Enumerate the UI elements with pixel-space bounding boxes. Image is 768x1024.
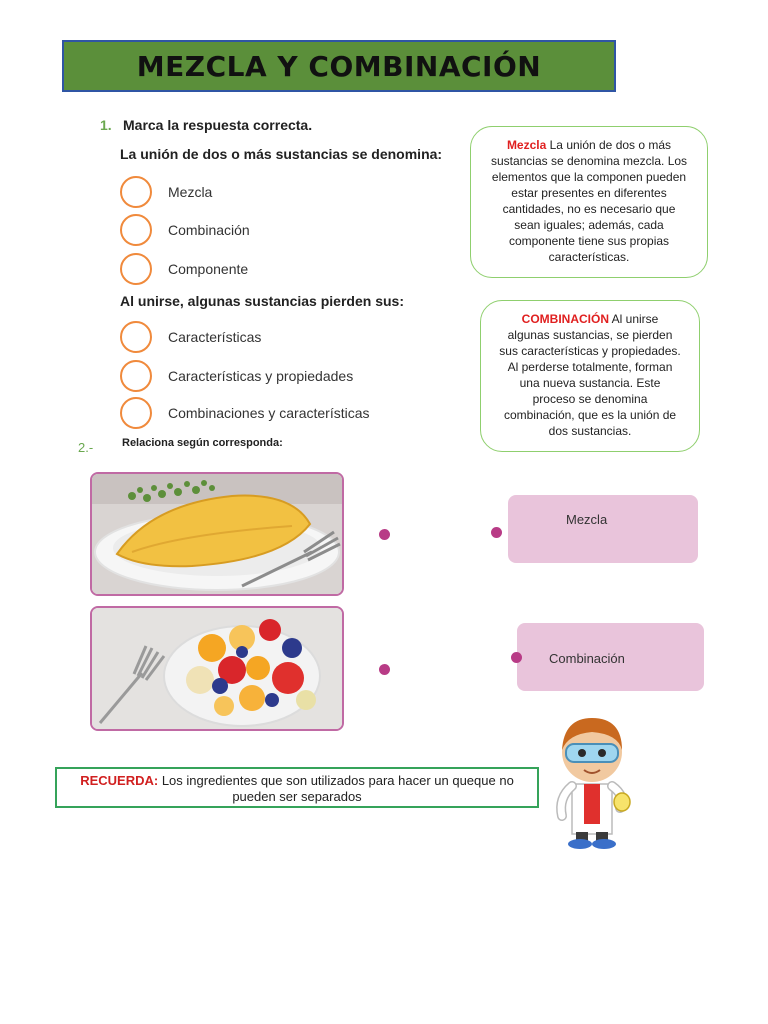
match-dot-mezcla[interactable] <box>491 527 502 538</box>
reminder-keyword: RECUERDA: <box>80 773 159 788</box>
answer-box-mezcla[interactable] <box>508 495 698 563</box>
info-keyword: COMBINACIÓN <box>521 312 609 326</box>
page-title: MEZCLA Y COMBINACIÓN <box>62 40 616 92</box>
omelette-image <box>90 472 344 596</box>
radio-circle[interactable] <box>120 176 152 208</box>
info-box-mezcla <box>470 126 708 278</box>
match-dot-combinacion[interactable] <box>511 652 522 663</box>
fruit-salad-image <box>90 606 344 731</box>
option-caracteristicas-propiedades[interactable] <box>120 359 353 393</box>
question-2-instruction: Relaciona según corresponda: <box>122 437 283 449</box>
scientist-icon <box>540 712 644 852</box>
radio-circle[interactable] <box>120 214 152 246</box>
option-combinaciones-caracteristicas[interactable] <box>120 396 370 430</box>
option-label: Combinación <box>168 222 250 238</box>
option-caracteristicas[interactable] <box>120 320 261 354</box>
reminder-box <box>55 767 539 808</box>
option-label: Características y propiedades <box>168 368 354 384</box>
prompt-b: Al unirse, algunas sustancias pierden sus: <box>120 293 404 309</box>
option-label: Mezcla <box>168 184 213 200</box>
prompt-a: La unión de dos o más sustancias se denomina: <box>120 146 443 162</box>
option-label: Componente <box>168 261 249 277</box>
info-keyword: Mezcla <box>506 138 547 152</box>
info-box-combinacion <box>480 300 700 452</box>
match-dot-omelette[interactable] <box>379 529 390 540</box>
radio-circle[interactable] <box>120 360 152 392</box>
option-label: Características <box>168 329 262 345</box>
option-componente[interactable] <box>120 252 248 286</box>
question-1-instruction: Marca la respuesta correcta. <box>123 117 313 133</box>
match-dot-fruit-salad[interactable] <box>379 664 390 675</box>
fruit-salad-illustration <box>92 608 342 729</box>
reminder-text: Los ingredientes que son utilizados para hacer un queque no pueden ser separados <box>158 773 514 804</box>
answer-box-combinacion[interactable] <box>517 623 704 691</box>
answer-label: Combinación <box>549 651 625 666</box>
option-mezcla[interactable] <box>120 175 212 209</box>
info-text: Al unirse algunas sustancias, se pierden sus características y propiedades. Al perderse totalmente, forman una nueva sustancia. Este proceso se denomina combinación, que es la unión de dos sustancias. <box>499 312 681 438</box>
radio-circle[interactable] <box>120 397 152 429</box>
question-2-number: 2.- <box>78 440 94 455</box>
radio-circle[interactable] <box>120 253 152 285</box>
option-combinacion[interactable] <box>120 213 250 247</box>
option-label: Combinaciones y características <box>168 405 370 421</box>
omelette-illustration <box>92 474 342 594</box>
info-text: La unión de dos o más sustancias se denomina mezcla. Los elementos que la componen pueden estar presentes en diferentes cantidades, no es necesario que sean iguales; además, cada componente tiene sus propias características. <box>490 138 688 264</box>
question-1-number: 1. <box>100 117 112 133</box>
answer-label: Mezcla <box>566 512 608 527</box>
radio-circle[interactable] <box>120 321 152 353</box>
